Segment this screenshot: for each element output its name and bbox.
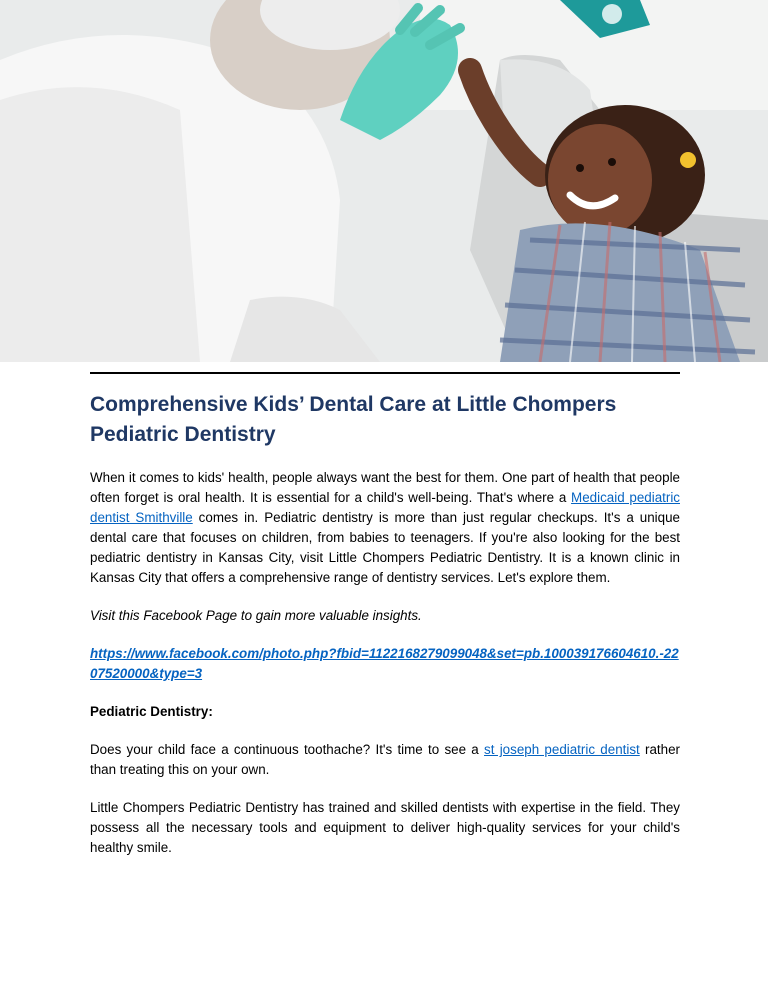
intro-paragraph: [90, 468, 680, 588]
para2-text-1: Does your child face a continuous toothache? It's time to see a: [90, 742, 485, 757]
divider: [90, 372, 680, 374]
para2-text-2: rather than treating this on your own.: [90, 742, 680, 777]
toothache-paragraph: [90, 740, 680, 780]
clinic-paragraph: Little Chompers Pediatric Dentistry has trained and skilled dentists with expertise in the field. They possess all the necessary tools and equipment to deliver high-quality services for your child's healthy smile.: [90, 800, 680, 855]
facebook-url-link[interactable]: https://www.facebook.com/photo.php?fbid=1122168279099048&set=pb.100039176604610.-2207520000&type=3: [90, 646, 679, 681]
section-heading: Pediatric Dentistry:: [90, 704, 213, 719]
facebook-url: [90, 644, 680, 684]
hero-image: [0, 0, 768, 362]
facebook-prompt: Visit this Facebook Page to gain more valuable insights.: [90, 608, 422, 623]
intro-text-1: When it comes to kids' health, people always want the best for them. One part of health that people often forget is oral health. It is essential for a child's well-being. That's where a: [90, 470, 680, 505]
pediatric-dental-photo: [0, 0, 768, 362]
medicaid-dentist-link[interactable]: Medicaid pediatric dentist Smithville: [90, 490, 680, 525]
article: [90, 390, 680, 876]
st-joseph-dentist-link[interactable]: st joseph pediatric dentist: [484, 742, 640, 757]
intro-text-2: comes in. Pediatric dentistry is more than just regular checkups. It's a unique dental care that focuses on children, from babies to teenagers. If you're also looking for the best pediatric dentistry in Kansas City, visit Little Chompers Pediatric Dentistry. It is a known clinic in Kansas City that offers a comprehensive range of dentistry services. Let's explore them.: [90, 510, 680, 585]
article-title: Comprehensive Kids’ Dental Care at Little Chompers Pediatric Dentistry: [90, 393, 617, 446]
